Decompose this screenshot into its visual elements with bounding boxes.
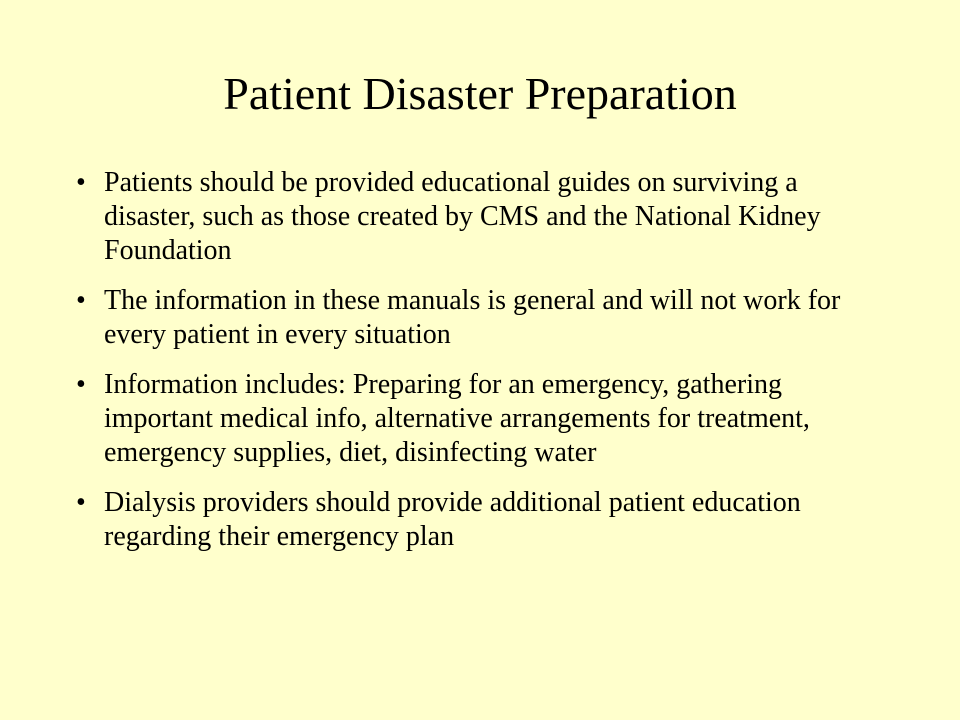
bullet-text: Information includes: Preparing for an emergency, gathering important medical info, alternative arrangements for treatment, emergency supplies, diet, disinfecting water (104, 369, 810, 468)
bullet-item (70, 368, 870, 470)
bullet-item (70, 486, 870, 554)
bullet-icon: • (76, 487, 86, 518)
bullet-list (70, 166, 870, 570)
bullet-text: Dialysis providers should provide additional patient education regarding their emergency plan (104, 487, 801, 552)
bullet-item (70, 284, 870, 352)
bullet-text: The information in these manuals is general and will not work for every patient in every situation (104, 285, 841, 350)
bullet-icon: • (76, 167, 86, 198)
bullet-text: Patients should be provided educational guides on surviving a disaster, such as those created by CMS and the National Kidney Foundation (104, 167, 821, 266)
bullet-icon: • (76, 369, 86, 400)
slide-title: Patient Disaster Preparation (223, 68, 737, 119)
bullet-icon: • (76, 285, 86, 316)
bullet-item (70, 166, 870, 268)
